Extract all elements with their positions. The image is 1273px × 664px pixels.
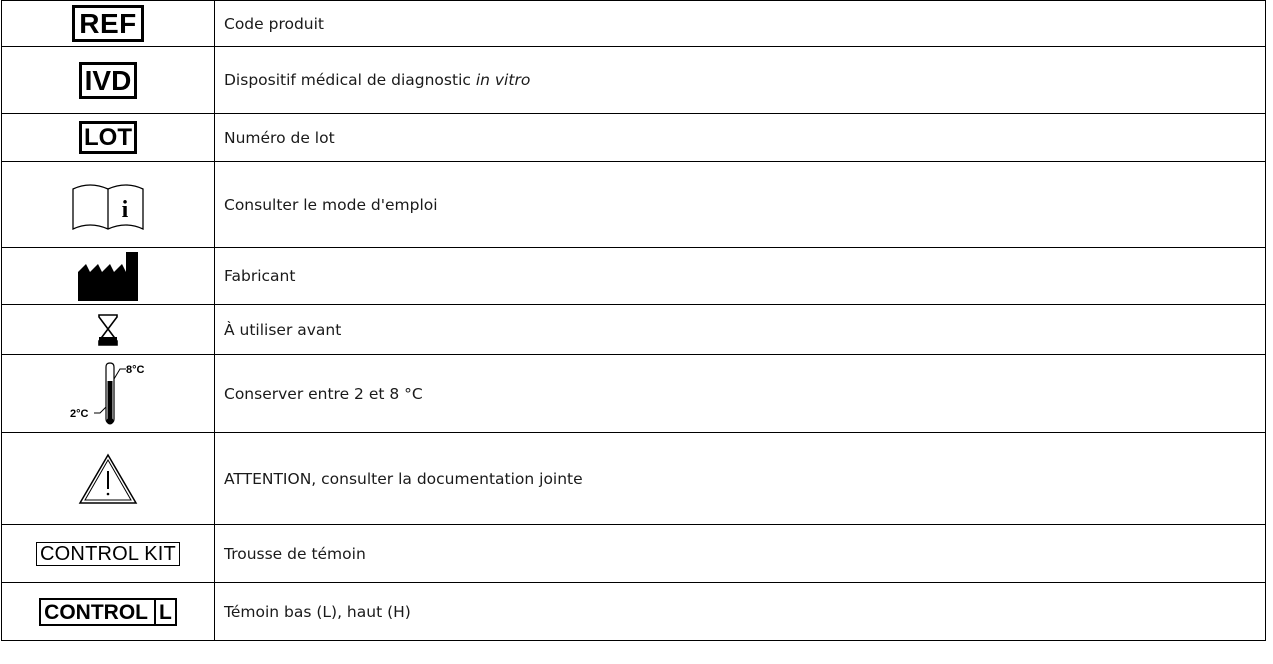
control-l-icon bbox=[39, 598, 177, 626]
table-row bbox=[2, 525, 1266, 583]
symbol-cell bbox=[2, 583, 215, 641]
lot-icon: LOT bbox=[79, 121, 137, 154]
control-label: CONTROL bbox=[44, 600, 148, 624]
symbols-table bbox=[1, 0, 1266, 641]
table-row bbox=[2, 248, 1266, 305]
table-row bbox=[2, 583, 1266, 641]
description-cell: Fabricant bbox=[215, 248, 1266, 305]
hourglass-icon bbox=[97, 313, 119, 347]
symbol-cell bbox=[2, 433, 215, 525]
table-row bbox=[2, 162, 1266, 248]
table-row bbox=[2, 305, 1266, 355]
control-level-letter: L bbox=[154, 600, 175, 624]
table-row bbox=[2, 114, 1266, 162]
symbol-cell bbox=[2, 305, 215, 355]
table-row bbox=[2, 433, 1266, 525]
instructions-book-icon bbox=[70, 177, 146, 233]
description-cell: Conserver entre 2 et 8 °C bbox=[215, 355, 1266, 433]
description-cell: ATTENTION, consulter la documentation jointe bbox=[215, 433, 1266, 525]
symbol-cell bbox=[2, 355, 215, 433]
warning-triangle-icon bbox=[78, 453, 138, 505]
symbol-cell bbox=[2, 114, 215, 162]
symbol-cell bbox=[2, 1, 215, 47]
svg-text:8°C: 8°C bbox=[126, 363, 145, 376]
symbol-cell bbox=[2, 162, 215, 248]
symbol-cell bbox=[2, 248, 215, 305]
symbol-cell bbox=[2, 525, 215, 583]
description-cell bbox=[215, 47, 1266, 114]
svg-text:2°C: 2°C bbox=[70, 407, 89, 420]
manufacturer-factory-icon bbox=[76, 250, 140, 302]
ivd-icon: IVD bbox=[79, 62, 138, 99]
description-italic-text: in vitro bbox=[475, 71, 531, 89]
description-cell: Numéro de lot bbox=[215, 114, 1266, 162]
table-row bbox=[2, 355, 1266, 433]
thermometer-icon bbox=[56, 361, 160, 427]
description-cell: À utiliser avant bbox=[215, 305, 1266, 355]
description-text: Dispositif médical de diagnostic bbox=[224, 71, 476, 89]
svg-text:i: i bbox=[121, 196, 129, 223]
ref-icon: REF bbox=[72, 5, 144, 42]
symbol-cell bbox=[2, 47, 215, 114]
table-row bbox=[2, 1, 1266, 47]
table-row bbox=[2, 47, 1266, 114]
control-kit-icon: CONTROL KIT bbox=[36, 542, 180, 566]
description-cell: Témoin bas (L), haut (H) bbox=[215, 583, 1266, 641]
description-cell: Consulter le mode d'emploi bbox=[215, 162, 1266, 248]
description-cell: Code produit bbox=[215, 1, 1266, 47]
description-cell: Trousse de témoin bbox=[215, 525, 1266, 583]
